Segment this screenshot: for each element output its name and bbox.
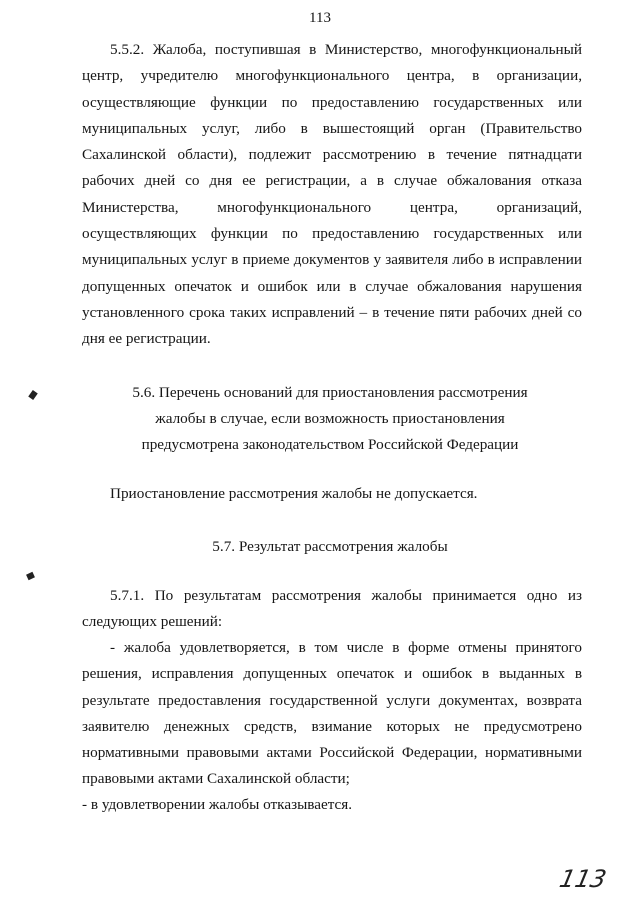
heading-5-6-line-3: предусмотрена законодательством Российской Федерации <box>141 436 519 453</box>
heading-5-6 <box>60 380 600 458</box>
list-item-decision-2: - в удовлетворении жалобы отказывается. <box>82 796 353 813</box>
scan-mark <box>28 390 38 400</box>
heading-5-7: 5.7. Результат рассмотрения жалобы <box>212 538 448 555</box>
handwritten-page-number: 113 <box>557 865 609 893</box>
page-number: 113 <box>309 10 331 26</box>
paragraph-5-7-1: 5.7.1. По результатам рассмотрения жалобы принимается одно из следующих решений: <box>82 587 582 631</box>
heading-5-6-line-2: жалобы в случае, если возможность приостановления <box>155 410 505 427</box>
paragraph-5-6: Приостановление рассмотрения жалобы не допускается. <box>110 485 478 502</box>
heading-5-6-line-1: 5.6. Перечень оснований для приостановления рассмотрения <box>132 384 528 401</box>
paragraph-5-5-2: 5.5.2. Жалоба, поступившая в Министерство, многофункциональный центр, учредителю многофункционального центра, в организации, осуществляющие функции по предоставлению государственных или муниципальных услуг, либо в вышестоящий орган (Правительство Сахалинской области), подлежит рассмотрению в течение пятнадцати рабочих дней со дня ее регистрации, а в случае обжалования отказа Министерства, многофункционального центра, организаций, осуществляющих функции по предоставлению государственных или муниципальных услуг в приеме документов у заявителя либо в исправлении допущенных опечаток и ошибок или в случае обжалования нарушения установленного срока таких исправлений – в течение пяти рабочих дней со дня ее регистрации. <box>82 41 582 348</box>
list-item-decision-1: - жалоба удовлетворяется, в том числе в форме отмены принятого решения, исправления допущенных опечаток и ошибок в выданных в результате предоставления государственной услуги документах, возврата заявителю денежных средств, взимание которых не предусмотрено нормативными правовыми актами Российской Федерации, нормативными правовыми актами Сахалинской области; <box>82 639 582 788</box>
scan-mark <box>26 572 35 580</box>
